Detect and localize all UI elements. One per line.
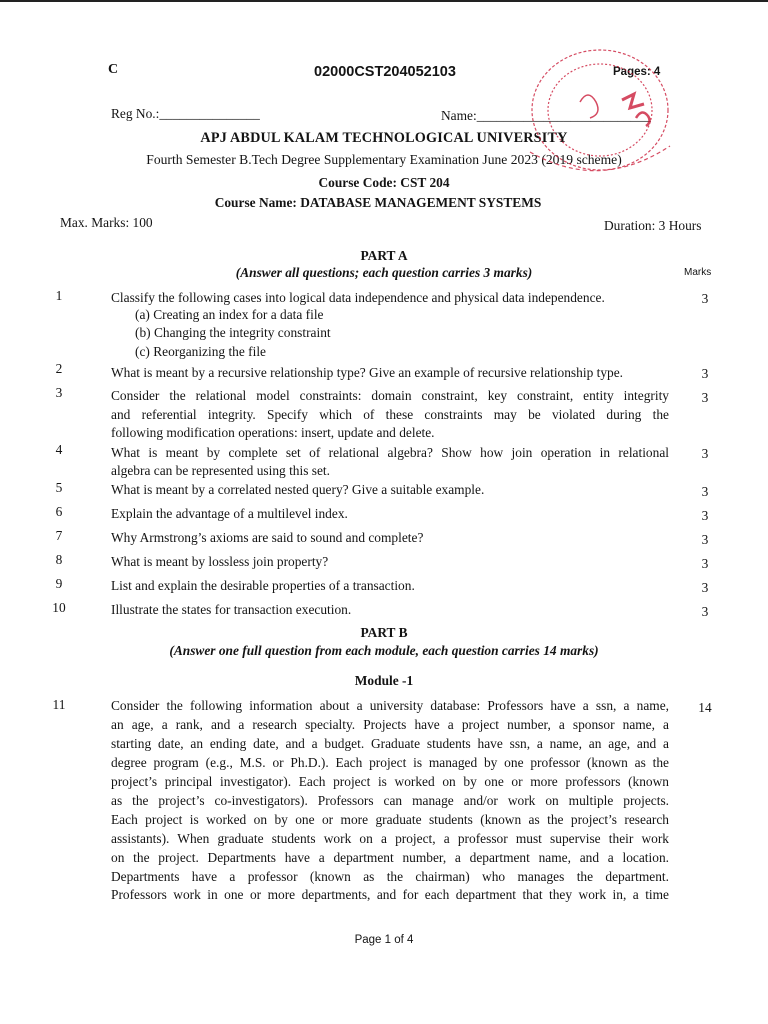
question-text-line: Consider the relational model constraints: domain constraint, key constraint, entity integrity	[111, 388, 669, 403]
question-number: 1	[55, 288, 63, 303]
paper-series-letter: C	[108, 62, 119, 77]
question-number: 2	[55, 361, 63, 376]
module-title: Module -1	[354, 673, 414, 688]
question-marks: 3	[701, 446, 709, 461]
question-number: 3	[55, 385, 63, 400]
question-marks: 3	[701, 291, 709, 306]
part-a-title: PART A	[360, 248, 408, 263]
name-field: Name:__________________________	[441, 108, 651, 123]
question-text-line: an age, a rank, and a research specialty. Projects have a project number, a sponsor name, a	[111, 717, 669, 732]
university-name: APJ ABDUL KALAM TECHNOLOGICAL UNIVERSITY	[200, 130, 568, 146]
max-marks: Max. Marks: 100	[60, 215, 153, 230]
course-code: Course Code: CST 204	[318, 175, 450, 190]
reg-no-field: Reg No.:_______________	[111, 106, 260, 121]
marks-column-label: Marks	[684, 267, 712, 278]
question-text: What is meant by a recursive relationship type? Give an example of recursive relationship type.	[111, 365, 624, 380]
question-text-line: degree program (e.g., M.S. or Ph.D.). Each project is managed by one professor (known as the	[111, 755, 669, 770]
question-marks: 3	[701, 532, 709, 547]
page-top-border	[0, 0, 768, 2]
question-text-line: What is meant by complete set of relational algebra? Show how join operation in relational	[111, 445, 669, 460]
question-text: What is meant by lossless join property?	[111, 554, 329, 569]
duration: Duration: 3 Hours	[604, 218, 702, 233]
question-text: Why Armstrong’s axioms are said to sound and complete?	[111, 530, 424, 545]
question-number: 11	[52, 697, 66, 712]
question-option: (c) Reorganizing the file	[135, 344, 267, 359]
question-marks: 3	[701, 390, 709, 405]
question-text-line: algebra can be represented using this set.	[111, 463, 331, 478]
question-number: 10	[52, 600, 66, 615]
question-text: Explain the advantage of a multilevel index.	[111, 506, 348, 521]
course-name: Course Name: DATABASE MANAGEMENT SYSTEMS	[214, 195, 542, 210]
page-footer: Page 1 of 4	[354, 934, 414, 946]
question-marks: 3	[701, 508, 709, 523]
question-text-line: assistants). When graduate students work on a project, a professor must supervise their work	[111, 831, 669, 846]
paper-code: 02000CST204052103	[314, 64, 456, 80]
question-text-line: on the project. Departments have a department number, a department name, and a location.	[111, 850, 669, 865]
question-text-line: Professors work in one or more departments, and for each department that they work in, a time	[111, 887, 669, 902]
question-text: Classify the following cases into logical data independence and physical data independence.	[111, 290, 605, 305]
page-count: Pages: 4	[613, 66, 661, 78]
question-marks: 3	[701, 484, 709, 499]
question-number: 5	[55, 480, 63, 495]
question-marks: 14	[698, 700, 712, 715]
question-option: (b) Changing the integrity constraint	[135, 325, 331, 340]
question-marks: 3	[701, 366, 709, 381]
question-text-line: starting date, an ending date, and a budget. Graduate students have ssn, a name, an age, and a	[111, 736, 669, 751]
question-marks: 3	[701, 580, 709, 595]
question-text-line: and referential integrity. Specify which of these constraints may be violated during the	[111, 407, 669, 422]
part-b-instruction: (Answer one full question from each module, each question carries 14 marks)	[169, 643, 599, 658]
question-option: (a) Creating an index for a data file	[135, 307, 324, 322]
question-number: 4	[55, 442, 63, 457]
part-b-title: PART B	[360, 625, 408, 640]
question-number: 6	[55, 504, 63, 519]
part-a-instruction: (Answer all questions; each question carries 3 marks)	[235, 265, 533, 280]
question-text-line: Departments have a professor (known as the chairman) who manages the department.	[111, 869, 669, 884]
question-text-line: Consider the following information about a university database: Professors have a ssn, a name,	[111, 698, 669, 713]
question-text: List and explain the desirable properties of a transaction.	[111, 578, 415, 593]
question-text: What is meant by a correlated nested query? Give a suitable example.	[111, 482, 485, 497]
question-number: 9	[55, 576, 63, 591]
question-number: 7	[55, 528, 63, 543]
question-text-line: project’s principal investigator). Each project is worked on by one or more professors (known	[111, 774, 669, 789]
question-marks: 3	[701, 604, 709, 619]
question-text: Illustrate the states for transaction execution.	[111, 602, 352, 617]
exam-title: Fourth Semester B.Tech Degree Supplementary Examination June 2023 (2019 scheme)	[146, 152, 622, 167]
question-marks: 3	[701, 556, 709, 571]
question-text-line: following modification operations: insert, update and delete.	[111, 425, 435, 440]
question-number: 8	[55, 552, 63, 567]
question-text-line: Each project is worked on by one or more graduate students (known as the project’s research	[111, 812, 669, 827]
question-text-line: as the project’s co-investigators). Professors can manage and/or work on multiple projects.	[111, 793, 669, 808]
